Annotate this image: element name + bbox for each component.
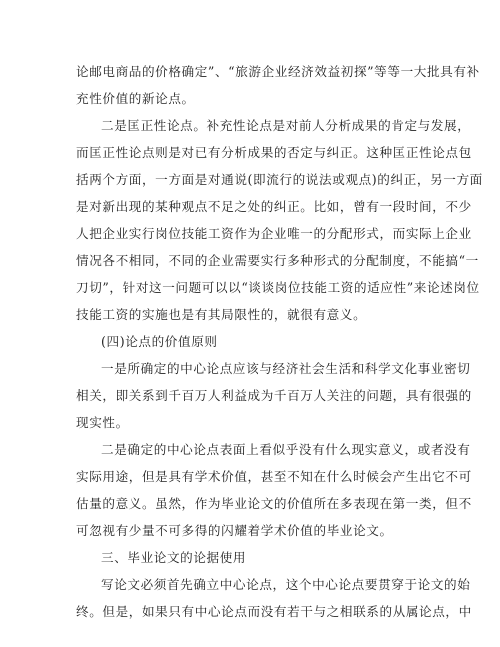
text-line: 括两个方面，一方面是对通说(即流行的说法或观点)的纠正，另一方面 bbox=[76, 172, 483, 187]
text-line: 现实性。 bbox=[76, 415, 129, 430]
paragraph-start: 二是匡正性论点。补充性论点是对前人分析成果的肯定与发展， bbox=[101, 118, 471, 133]
text-line: 估量的意义。虽然，作为毕业论文的价值所在多表现在第一类，但不 bbox=[76, 496, 472, 511]
text-line: 人把企业实行岗位技能工资作为企业唯一的分配形式，而实际上企业 bbox=[76, 226, 472, 241]
section-heading: (四)论点的价值原则 bbox=[101, 334, 218, 349]
text-line: 是对新出现的某种观点不足之处的纠正。比如，曾有一段时间，不少 bbox=[76, 199, 472, 214]
text-line: 可忽视有少量不可多得的闪耀着学术价值的毕业论文。 bbox=[76, 523, 393, 538]
paragraph-start: 一是所确定的中心论点应该与经济社会生活和科学文化事业密切 bbox=[101, 361, 471, 376]
text-line: 实际用途，但是具有学术价值，甚至不知在什么时候会产生出它不可 bbox=[76, 469, 472, 484]
text-line: 相关，即关系到千百万人利益成为千百万人关注的问题，具有很强的 bbox=[76, 388, 472, 403]
paragraph-start: 写论文必须首先确立中心论点，这个中心论点要贯穿于论文的始 bbox=[101, 577, 471, 592]
text-line: 而匡正性论点则是对已有分析成果的否定与纠正。这种匡正性论点包 bbox=[76, 145, 472, 160]
text-line: 情况各不相同，不同的企业需要实行多种形式的分配制度，不能搞“一 bbox=[76, 253, 479, 268]
text-line: 终。但是，如果只有中心论点而没有若干与之相联系的从属论点，中 bbox=[76, 604, 472, 619]
section-heading: 三、毕业论文的论据使用 bbox=[101, 550, 247, 565]
text-line: 论邮电商品的价格确定”、“旅游企业经济效益初探”等等一大批具有补 bbox=[76, 64, 480, 79]
text-line: 充性价值的新论点。 bbox=[76, 91, 195, 106]
text-line: 刀切”，针对这一问题可以以“谈谈岗位技能工资的适应性”来论述岗位 bbox=[76, 280, 480, 295]
paragraph-start: 二是确定的中心论点表面上看似乎没有什么现实意义，或者没有 bbox=[101, 442, 471, 457]
text-line: 技能工资的实施也是有其局限性的，就很有意义。 bbox=[76, 307, 367, 322]
